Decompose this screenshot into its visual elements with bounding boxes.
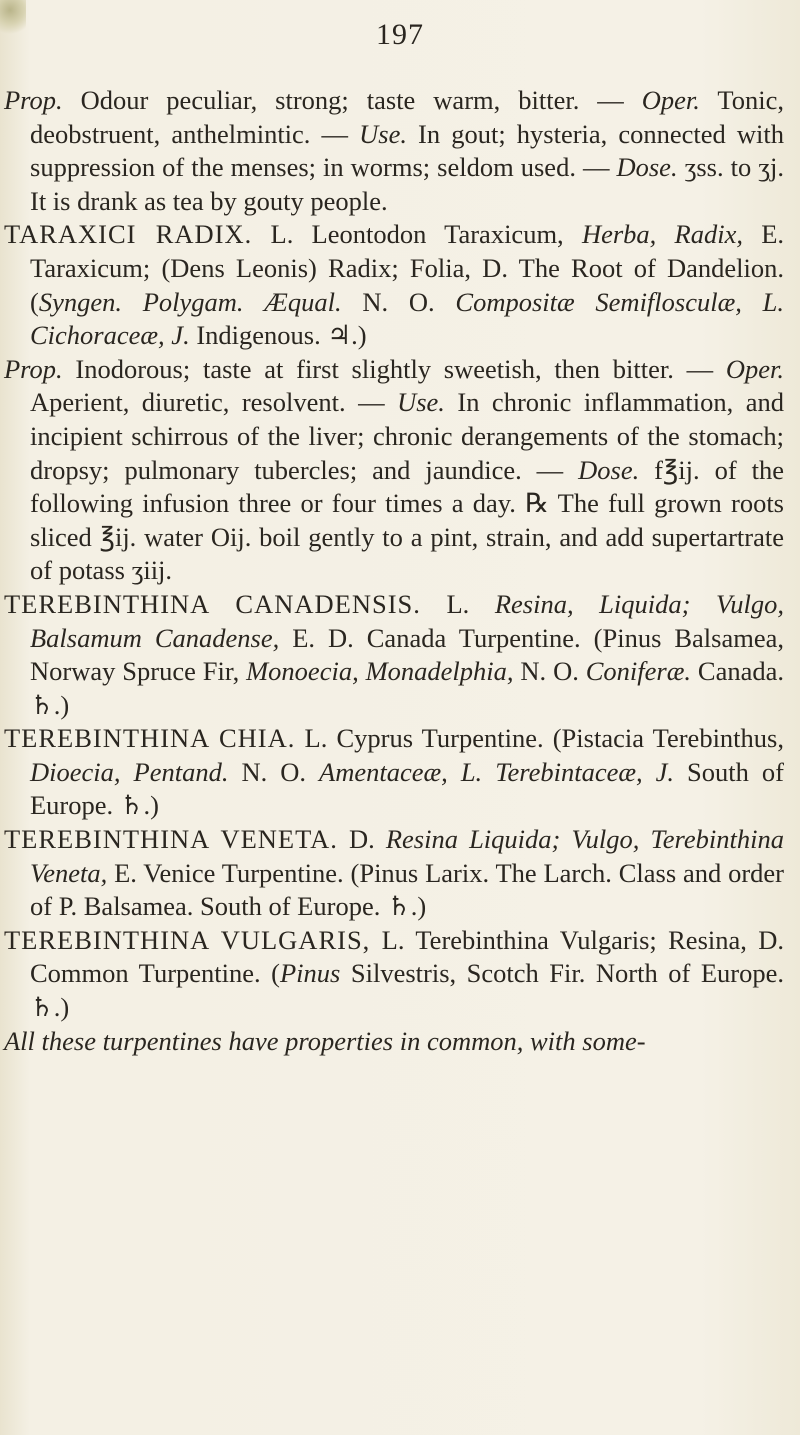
body-text: E. D. Canada Turpentine. (Pinus Balsamea, Norway Spruce Fir, — [30, 622, 784, 687]
body-text: Tonic, deobstruent, anthelmintic. — — [30, 85, 785, 149]
entry-heading: TEREBINTHINA CANADENSIS. — [4, 588, 421, 619]
entry-heading: TEREBINTHINA VENETA. — [4, 824, 338, 855]
body-text: Odour peculiar, strong; taste warm, bitter. — — [62, 85, 642, 115]
body-text: L. — [420, 588, 495, 619]
body-text: L. Terebinthina Vulgaris; Resina, D. Common Turpentine. ( — [30, 924, 784, 989]
body-text: Silvestris, Scotch Fir. North of Europe. ♄.) — [30, 958, 784, 1023]
text-entry — [4, 84, 784, 218]
body-text: Inodorous; taste at first slightly sweetish, then bitter. — — [62, 353, 726, 384]
italic-text: Compositæ Semiflosculæ, L. Cichoraceæ, J. — [30, 286, 784, 351]
text-entry — [4, 353, 784, 588]
page-number: 197 — [376, 18, 424, 51]
italic-text: Oper. — [641, 85, 700, 115]
body-text: L. Cyprus Turpentine. (Pistacia Terebinthus, — [295, 723, 784, 754]
italic-text: Resina Liquida; Vulgo, Terebinthina Veneta, — [30, 824, 784, 888]
body-text: N. O. — [228, 756, 320, 787]
italic-text: Prop. — [4, 353, 63, 384]
italic-text: Coniferæ. — [585, 656, 692, 687]
italic-text: Oper. — [725, 353, 784, 384]
body-text: South of Europe. ♄.) — [30, 756, 784, 821]
entry-heading: TEREBINTHINA CHIA. — [4, 723, 296, 754]
page-body — [4, 84, 784, 1058]
entry-heading: TARAXICI RADIX. — [4, 219, 253, 250]
text-entry — [4, 823, 784, 924]
italic-text: Monoecia, Monadelphia, — [246, 656, 514, 687]
body-text: Indigenous. ♃.) — [189, 320, 367, 351]
italic-text: All these turpentines have properties in common, with some- — [4, 1025, 646, 1056]
body-text: In gout; hysteria, connected with suppression of the menses; in worms; seldom used. — — [30, 118, 784, 183]
body-text: E. Venice Turpentine. (Pinus Larix. The Larch. Class and order of P. Balsamea. South of Europe. ♄.) — [30, 857, 784, 922]
text-entry — [4, 1025, 784, 1059]
italic-text: Dose. — [578, 454, 640, 485]
italic-text: Prop. — [4, 85, 63, 115]
italic-text: Resina, Liquida; Vulgo, Balsamum Canadense, — [30, 588, 785, 653]
entry-heading: TEREBINTHINA VULGARIS, — [4, 924, 371, 955]
italic-text: Syngen. Polygam. Æqual. — [38, 286, 342, 317]
text-entry — [4, 722, 784, 823]
italic-text: Dioecia, Pentand. — [30, 756, 229, 787]
body-text: N. O. — [341, 286, 456, 317]
body-text: In chronic inflammation, and incipient schirrous of the liver; chronic derangements of the stomach; dropsy; pulmonary tubercles; and jaundice. — — [30, 387, 784, 485]
body-text: D. — [337, 824, 386, 855]
body-text: N. O. — [513, 656, 586, 687]
text-entry — [4, 218, 784, 352]
body-text: Canada. ♄.) — [30, 656, 784, 720]
italic-text: Dose. — [616, 152, 678, 183]
body-text: L. Leontodon Taraxicum, — [252, 219, 582, 250]
body-text: ʒss. to ʒj. It is drank as tea by gouty people. — [30, 152, 785, 216]
italic-text: Amentaceæ, L. Terebintaceæ, J. — [319, 756, 675, 787]
italic-text: Pinus — [279, 958, 341, 989]
body-text: Aperient, diuretic, resolvent. — — [30, 387, 398, 418]
text-entry — [4, 924, 784, 1025]
italic-text: Use. — [397, 387, 445, 418]
italic-text: Use. — [359, 118, 407, 149]
body-text: f℥ij. of the following infusion three or four times a day. ℞ The full grown roots sliced ℥ij. water Oij. boil gently to a pint, strain, and add supertartrate of potass ʒiij. — [30, 454, 784, 586]
body-text: E. Taraxicum; (Dens Leonis) Radix; Folia, D. The Root of Dandelion. ( — [30, 219, 785, 317]
text-entry — [4, 588, 784, 722]
italic-text: Herba, Radix, — [581, 219, 743, 250]
